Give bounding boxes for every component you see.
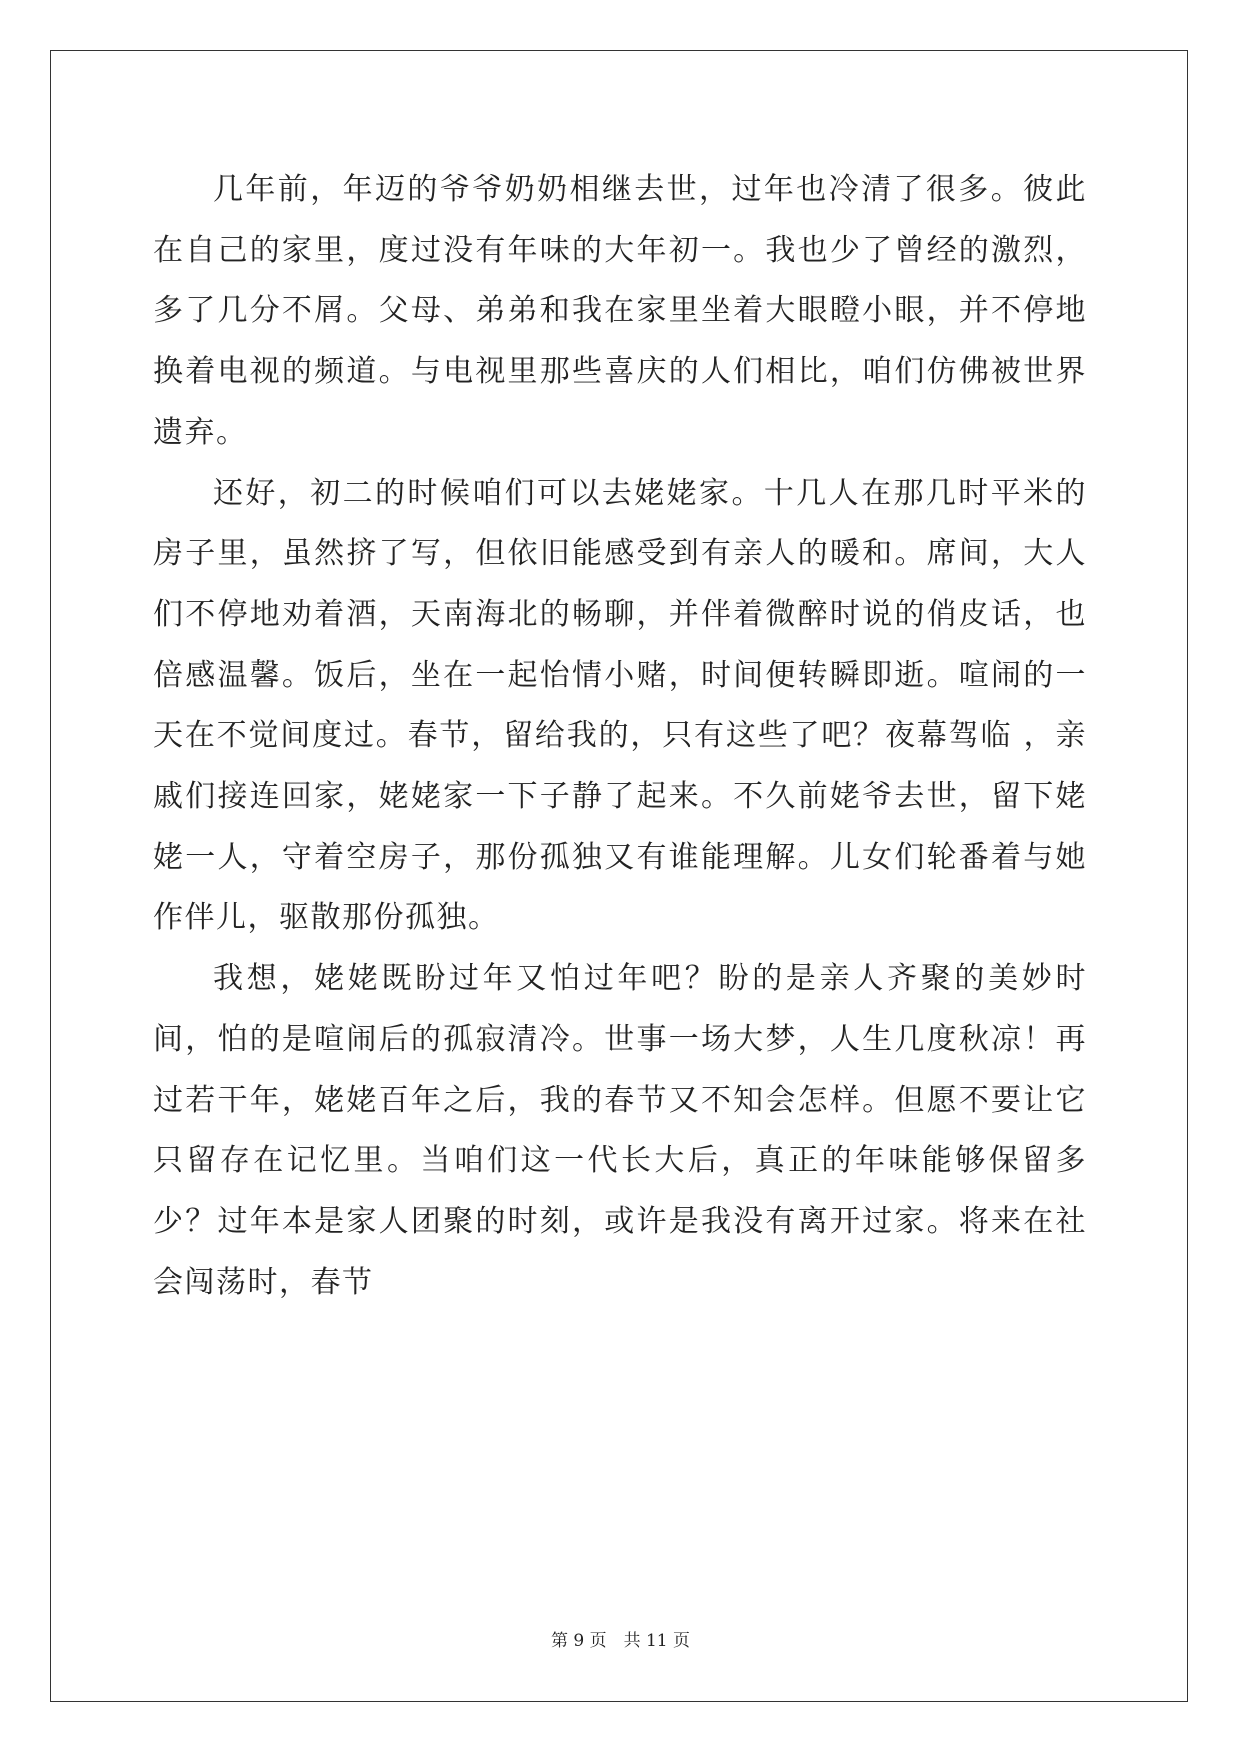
page-number-footer: 第 9 页 共 11 页 (550, 1631, 691, 1651)
paragraph-2: 还好，初二的时候咱们可以去姥姥家。十几人在那几时平米的房子里，虽然挤了写，但依旧能感受到有亲人的暖和。席间，大人们不停地劝着酒，天南海北的畅聊，并伴着微醉时说的俏皮话，也倍感温馨。饭后，坐在一起怡情小赌，时间便转瞬即逝。喧闹的一天在不觉间度过。春节，留给我的，只有这些了吧？夜幕驾临 ，亲戚们接连回家，姥姥家一下子静了起来。不久前姥爷去世，留下姥姥一人，守着空房子，那份孤独又有谁能理解。儿女们轮番着与她作伴儿，驱散那份孤独。 (153, 475, 1087, 936)
paragraph-3: 我想，姥姥既盼过年又怕过年吧？盼的是亲人齐聚的美妙时间，怕的是喧闹后的孤寂清冷。世事一场大梦，人生几度秋凉！再过若干年，姥姥百年之后，我的春节又不知会怎样。但愿不要让它只留存在记忆里。当咱们这一代长大后，真正的年味能够保留多少？过年本是家人团聚的时刻，或许是我没有离开过家。将来在社会闯荡时，春节 (153, 961, 1087, 1300)
document-body (153, 160, 1087, 1313)
paragraph-1: 几年前，年迈的爷爷奶奶相继去世，过年也冷清了很多。彼此在自己的家里，度过没有年味的大年初一。我也少了曾经的激烈，多了几分不屑。父母、弟弟和我在家里坐着大眼瞪小眼，并不停地换着电视的频道。与电视里那些喜庆的人们相比，咱们仿佛被世界遗弃。 (153, 172, 1087, 450)
